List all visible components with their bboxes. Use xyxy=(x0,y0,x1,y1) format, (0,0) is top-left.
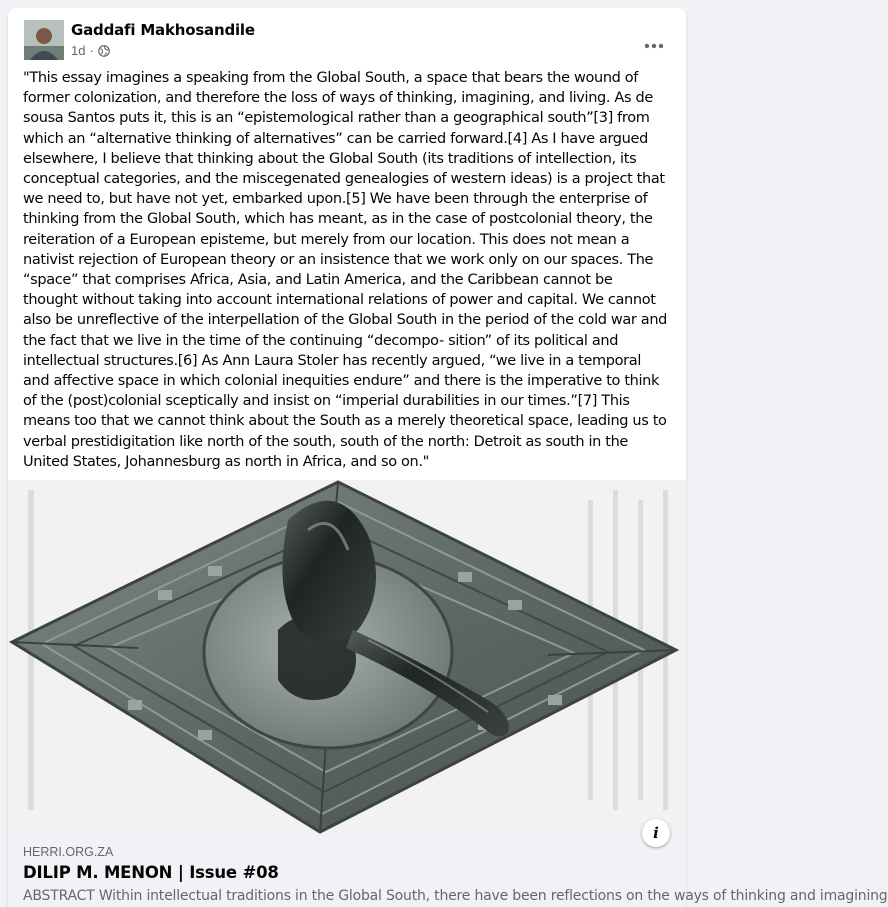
link-description: ABSTRACT Within intellectual traditions in the Global South, there have been reflections on the ways of thinking and imagining xyxy=(23,888,888,904)
avatar[interactable] xyxy=(24,20,64,60)
avatar-image xyxy=(24,20,64,60)
post-body-text: "This essay imagines a speaking from the Global South, a space that bears the wound of former colonization, and therefore the loss of ways of thinking, imagining, and living. As de sousa Santos puts it, this is an “epistemological rather than a geographical south”[3] from which an “alternative thinking of alternatives” can be carried forward.[4] As I have argued elsewhere, I believe that thinking about the Global South (its traditions of intellection, its conceptual categories, and the miscegenated genealogies of western ideas) is a project that we need to, but have not yet, embarked upon.[5] We have been through the enterprise of thinking from the Global South, which has meant, as in the case of postcolonial theory, the reiteration of a European episteme, but merely from our location. This does not mean a nativist rejection of European theory or an insistence that we work only on our spaces. The “space” that comprises Africa, Asia, and Latin America, and the Caribbean cannot be thought without taking into account international relations of power and capital. We cannot also be unreflective of the interpellation of the Global South in the period of the cold war and the fact that we live in the time of the continuing “decompo- sition” of its political and intellectual structures.[6] As Ann Laura Stoler has recently argued, “we live in a temporal and affective space in which colonial inequities endure” and there is the imperative to think of the (post)colonial sceptically and insist on “imperial durabilities in our times.”[7] This means too that we cannot think about the South as a merely theoretical space, leading us to verbal prestidigitation like north of the south, south of the north: Detroit as south in the United States, Johannesburg as north in Africa, and so on." xyxy=(23,70,672,470)
post-header xyxy=(8,8,686,68)
globe-icon[interactable] xyxy=(98,45,110,57)
more-horizontal-icon xyxy=(644,43,664,49)
link-domain: HERRI.ORG.ZA xyxy=(23,845,114,859)
link-title[interactable]: DILIP M. MENON | Issue #08 xyxy=(23,863,279,882)
author-name[interactable]: Gaddafi Makhosandile xyxy=(71,21,255,39)
compass-spoon-image xyxy=(8,480,686,835)
meta-separator: · xyxy=(89,43,94,58)
post-time[interactable]: 1d xyxy=(71,43,86,58)
link-preview-image[interactable] xyxy=(8,480,686,835)
more-options-button[interactable] xyxy=(636,28,672,64)
info-icon[interactable]: i xyxy=(642,819,670,847)
post-meta xyxy=(71,43,110,58)
post-card xyxy=(8,8,888,907)
link-preview-footer[interactable] xyxy=(8,835,888,907)
